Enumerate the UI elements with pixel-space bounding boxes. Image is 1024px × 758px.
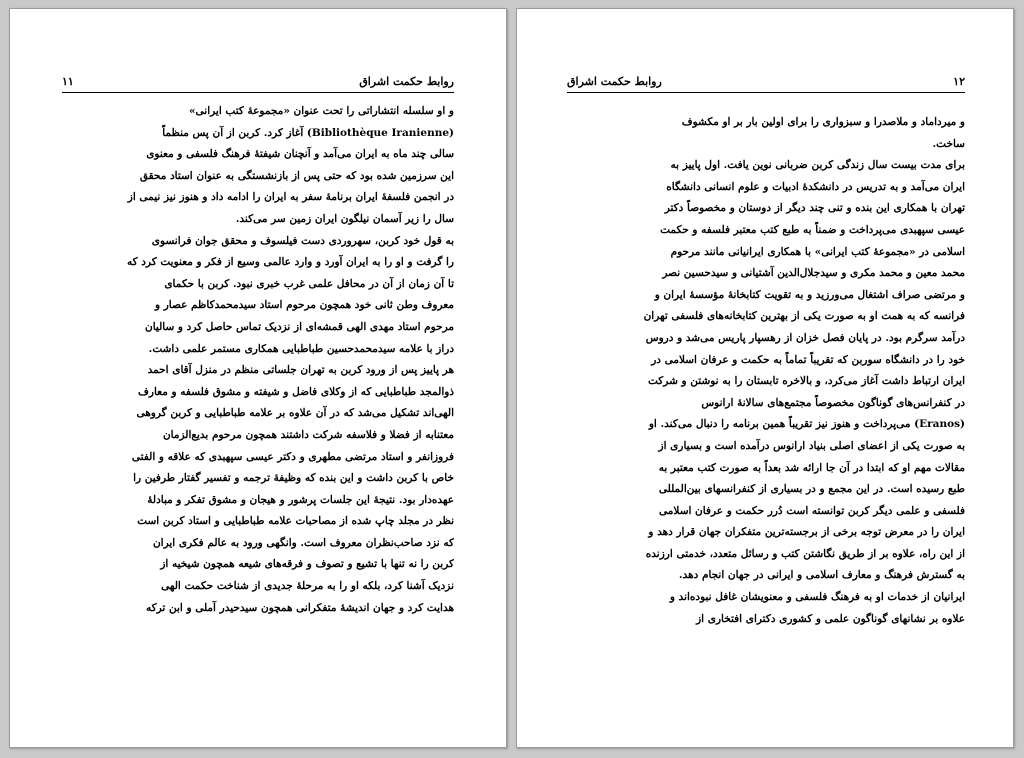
text-line: اسلامی در «مجموعهٔ کتب ایرانی» با همکاری ایرانیانی مانند مرحوم	[670, 245, 965, 258]
text-line: را گرفت و او را به ایران آورد و وارد عالمی وسیع از فکر و معنویت کرد که	[126, 256, 454, 269]
text-line: ایرانیان از خدمات او به فرهنگ فلسفی و معنویشان غافل نبوده‌اند و	[669, 591, 965, 604]
text-line: سال را زیر آسمان نیلگون ایران زمین سر می‌کند.	[235, 212, 454, 225]
text-line: این سرزمین شده بود که حتی پس از بازنشستگی به عنوان استاد محقق	[139, 169, 454, 182]
text-line: هدایت کرد و جهان اندیشهٔ متفکرانی همچون سیدحیدر آملی و ابن ترکه	[145, 601, 454, 614]
text-line: ذوالمجد طباطبایی که از وکلای فاضل و شیفته و مشوق فلسفه و معارف	[138, 385, 454, 398]
text-line: معتنابه از فضلا و فلاسفه شرکت داشتند همچون مرحوم بدیع‌الزمان	[162, 428, 454, 441]
page-body-text	[62, 101, 454, 619]
text-line: الهی‌اند تشکیل می‌شد که در آن علاوه بر علامه طباطبایی و کربن گروهی	[136, 407, 454, 420]
text-line: نظر در مجلد چاپ شده از مصاحبات علامه طباطبایی و استاد کربن است	[137, 515, 454, 528]
text-line: تهران با همکاری این بنده و تنی چند دیگر از دوستان و مخصوصاً دکتر	[664, 202, 965, 215]
text-line: ایران ارتباط داشت آغاز می‌کرد، و بالاخره تابستان را به نوشتن و شرکت	[648, 375, 965, 388]
text-line: عیسی سپهبدی می‌پرداخت و ضمناً به طبع کتب معتبر فلسفه و حکمت	[660, 223, 965, 236]
text-line: (Eranos) می‌پرداخت و هنوز نیز تقریباً همین برنامه را دنبال می‌کند. او	[648, 418, 965, 431]
running-title: روابط حکمت اشراق	[359, 75, 454, 88]
text-line: و میرداماد و ملاصدرا و سبزواری را برای اولین بار بر او مکشوف	[681, 116, 965, 128]
page-header	[567, 71, 965, 93]
right-page	[516, 8, 1014, 748]
text-line: خود را در دانشگاه سوربن که تقریباً تماماً به حکمت و عرفان اسلامی در	[651, 353, 965, 366]
text-line: معروف وطن ثانی خود همچون مرحوم استاد سیدمحمدکاظم عصار و	[155, 299, 454, 312]
running-title: روابط حکمت اشراق	[567, 75, 662, 88]
page-header	[62, 71, 454, 93]
text-line: ساخت.	[932, 137, 965, 150]
header-rule	[62, 92, 454, 93]
text-line: مرحوم استاد مهدی الهی قمشه‌ای از نزدیک تماس حاصل کرد و سالیان	[144, 320, 454, 333]
text-line: دراز با علامه سیدمحمدحسین طباطبایی همکاری مستمر علمی داشت.	[148, 342, 454, 355]
text-line: در کنفرانس‌های گوناگون مخصوصاً مجتمع‌های سالانهٔ ارانوس	[701, 396, 965, 409]
text-line: سالی چند ماه به ایران می‌آمد و آنچنان شیفتهٔ فرهنگ فلسفی و معنوی	[146, 148, 454, 161]
text-line: درآمد سرگرم بود. در پایان فصل خزان از رهسپار پاریس می‌شد و دروس	[645, 331, 965, 344]
page-body-text	[567, 112, 965, 630]
text-line: (Bibliothèque Iranienne) آغاز کرد. کربن از آن پس منظماً	[162, 126, 454, 139]
header-rule	[567, 92, 965, 93]
text-line: نزدیک آشنا کرد، بلکه او را به مرحلهٔ جدیدی از شناخت حکمت الهی	[161, 580, 454, 593]
text-line: و او سلسله انتشاراتی را تحت عنوان «مجموعهٔ کتب ایرانی»	[188, 105, 454, 117]
text-line: کربن را نه تنها با تشیع و تصوف و فرقه‌های شیعه همچون شیخیه از	[160, 558, 454, 571]
text-line: تا آن زمان از آن در محافل علمی غرب خبری نبود. کربن با حکمای	[164, 277, 454, 290]
text-line: و مرتضی صراف اشتغال می‌ورزید و به تقویت کتابخانهٔ مؤسسهٔ ایران و	[654, 288, 965, 301]
text-line: ایران را در معرض توجه برخی از برجسته‌ترین متفکران جهان قرار دهد و	[648, 526, 965, 539]
text-line: از این راه، علاوه بر از طریق نگاشتن کتب و رسائل متعدد، خدمتی ارزنده	[645, 547, 965, 560]
text-line: برای مدت بیست سال زندگی کربن ضربانی نوین یافت. اول پاییز به	[670, 159, 965, 172]
page-number: ۱۲	[953, 75, 965, 88]
text-line: طبع رسیده است. در این مجمع و در بسیاری از کنفرانسهای بین‌المللی	[658, 483, 965, 496]
text-line: هر پاییز پس از ورود کربن به تهران جلساتی منظم در منزل آقای احمد	[147, 364, 454, 377]
text-line: در انجمن فلسفهٔ ایران برنامهٔ سفر به ایران را ادامه داد و هنوز نیز نیمی از	[127, 191, 454, 204]
text-line: که نزد صاحب‌نظران معروف است. وانگهی ورود به عالم فکری ایران	[152, 536, 454, 549]
page-number: ۱۱	[62, 75, 74, 88]
text-line: به صورت یکی از اعضای اصلی بنیاد ارانوس درآمده است و بسیاری از	[658, 439, 965, 452]
text-line: مقالات مهم او که ابتدا در آن جا ارائه شد بعداً به صورت کتب معتبر به	[658, 461, 965, 474]
text-line: فلسفی و علمی دیگر کربن توانسته است دُرر حکمت و عرفان اسلامی	[659, 504, 965, 517]
text-line: به قول خود کربن، سهروردی دست فیلسوف و محقق جوان فرانسوی	[151, 234, 454, 247]
text-line: به گسترش فرهنگ و معارف اسلامی و ایرانی در جهان انجام دهد.	[678, 569, 965, 582]
left-page	[9, 8, 507, 748]
text-line: فروزانفر و استاد مرتضی مطهری و دکتر عیسی سپهبدی که علاقه و الفتی	[131, 450, 454, 463]
text-line: محمد معین و محمد مکری و سیدجلال‌الدین آشتیانی و سیدحسین نصر	[662, 267, 965, 280]
text-line: عهده‌دار بود. نتیجهٔ این جلسات پرشور و هیجان و مشوق تفکر و مبادلهٔ	[147, 493, 454, 506]
text-line: علاوه بر نشانهای گوناگون علمی و کشوری دکترای افتخاری از	[696, 612, 965, 625]
text-line: خاص با کربن داشت و این بنده که وظیفهٔ ترجمه و تفسیر گفتار طرفین را	[133, 472, 454, 485]
text-line: فرانسه که به همت او به صورت یکی از بهترین کتابخانه‌های فلسفی تهران	[643, 310, 965, 323]
text-line: ایران می‌آمد و به تدریس در دانشکدهٔ ادبیات و علوم انسانی دانشگاه	[666, 180, 965, 193]
